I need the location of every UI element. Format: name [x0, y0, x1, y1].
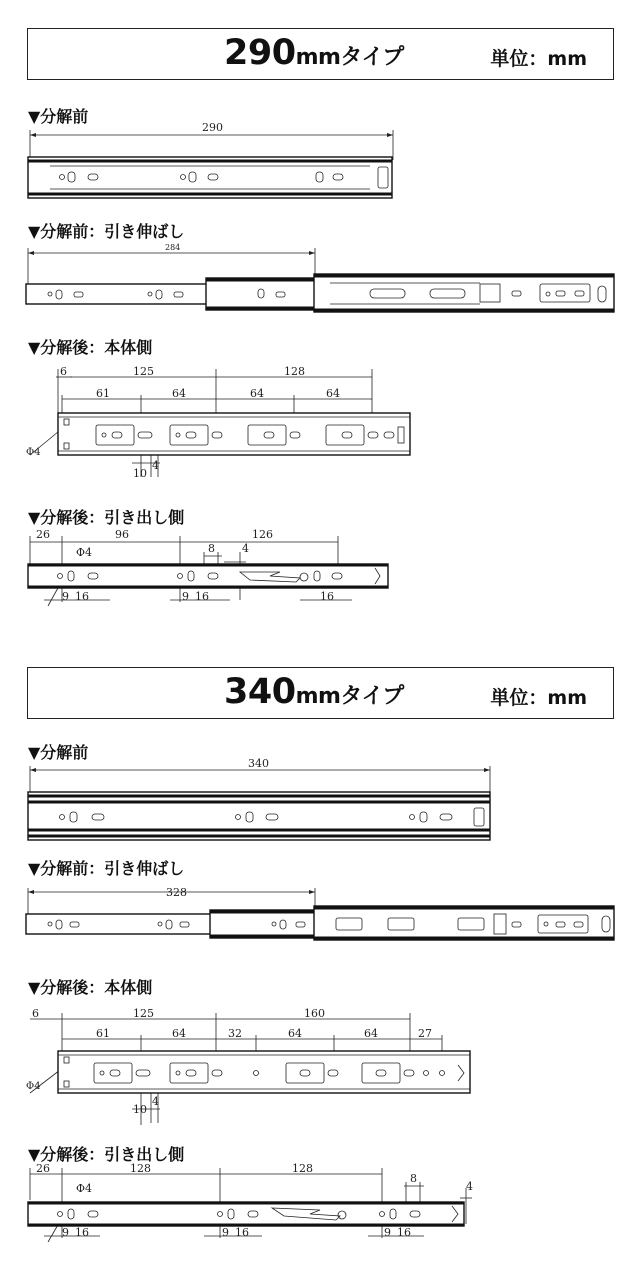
type-size: 290: [224, 33, 296, 73]
dim-f: 16: [75, 1226, 89, 1239]
dim-edge: 26: [36, 1162, 50, 1175]
label-before: ▼分解前: [28, 743, 89, 762]
dim-b: 128: [284, 365, 305, 378]
dim-edge: 26: [36, 528, 50, 541]
dim-i: 10: [133, 1103, 147, 1116]
type-suffix: mmタイプ: [295, 45, 404, 70]
dim-e: 32: [228, 1027, 242, 1040]
diagram-drawer-290: [0, 522, 640, 622]
dim-h: 27: [418, 1027, 432, 1040]
dim-d: 64: [172, 1027, 186, 1040]
diagram-before-340: [0, 758, 640, 848]
dim-length: 340: [248, 757, 269, 770]
type-title: [224, 33, 404, 73]
dim-e: 9: [62, 590, 69, 603]
dim-e: 9: [62, 1226, 69, 1239]
dim-a: 96: [115, 528, 129, 541]
header-box-340: [27, 667, 614, 719]
dim-b: 160: [304, 1007, 325, 1020]
dim-hole: Φ4: [26, 447, 41, 458]
dim-h: 4: [152, 459, 159, 472]
dim-e: 64: [250, 387, 264, 400]
dim-c: 61: [96, 387, 110, 400]
dim-g: 9: [222, 1226, 229, 1239]
label-extended: ▼分解前：引き伸ばし: [28, 859, 185, 878]
label-drawer-side: ▼分解後：引き出し側: [28, 1145, 185, 1164]
diagram-body-290: [0, 355, 640, 485]
dim-extended: 284: [165, 243, 181, 252]
unit-label: 単位：mm: [490, 48, 587, 70]
dim-i: 9: [384, 1226, 391, 1239]
diagram-before-290: [0, 120, 640, 210]
dim-edge: 6: [60, 365, 67, 378]
dim-a: 125: [133, 1007, 154, 1020]
label-extended: ▼分解前：引き伸ばし: [28, 222, 185, 241]
dim-edge: 6: [32, 1007, 39, 1020]
dim-g: 64: [364, 1027, 378, 1040]
label-before: ▼分解前: [28, 107, 89, 126]
diagram-body-340: [0, 1005, 640, 1130]
label-drawer-side: ▼分解後：引き出し側: [28, 508, 185, 527]
type-suffix: mmタイプ: [295, 684, 404, 709]
dim-c: 8: [208, 542, 215, 555]
dim-length: 290: [202, 121, 223, 134]
dim-c: 8: [410, 1172, 417, 1185]
dim-g: 10: [133, 467, 147, 480]
diagram-drawer-340: [0, 1158, 640, 1258]
header-box-290: [27, 28, 614, 80]
dim-d: 64: [172, 387, 186, 400]
dim-a: 128: [130, 1162, 151, 1175]
dim-a: 125: [133, 365, 154, 378]
unit-label: 単位：mm: [490, 687, 587, 709]
label-body-side: ▼分解後：本体側: [28, 338, 153, 357]
dim-j: 4: [152, 1095, 159, 1108]
type-title: [224, 672, 404, 712]
dim-g: 9: [182, 590, 189, 603]
dim-hole: Φ4: [76, 546, 93, 559]
dim-b: 126: [252, 528, 273, 541]
dim-f: 16: [75, 590, 89, 603]
dim-f: 64: [288, 1027, 302, 1040]
dim-c: 61: [96, 1027, 110, 1040]
dim-b: 128: [292, 1162, 313, 1175]
dim-hole: Φ4: [26, 1081, 41, 1092]
dim-d: 4: [466, 1180, 473, 1193]
dim-hole: Φ4: [76, 1182, 93, 1195]
dim-i: 16: [320, 590, 334, 603]
dim-f: 64: [326, 387, 340, 400]
label-body-side: ▼分解後：本体側: [28, 978, 153, 997]
dim-h: 16: [195, 590, 209, 603]
diagram-extended-340: [0, 880, 640, 950]
dim-j: 16: [397, 1226, 411, 1239]
type-size: 340: [224, 672, 296, 712]
dim-extended: 328: [166, 886, 187, 899]
dim-h: 16: [235, 1226, 249, 1239]
diagram-extended-290: [0, 238, 640, 318]
dim-d: 4: [242, 542, 249, 555]
